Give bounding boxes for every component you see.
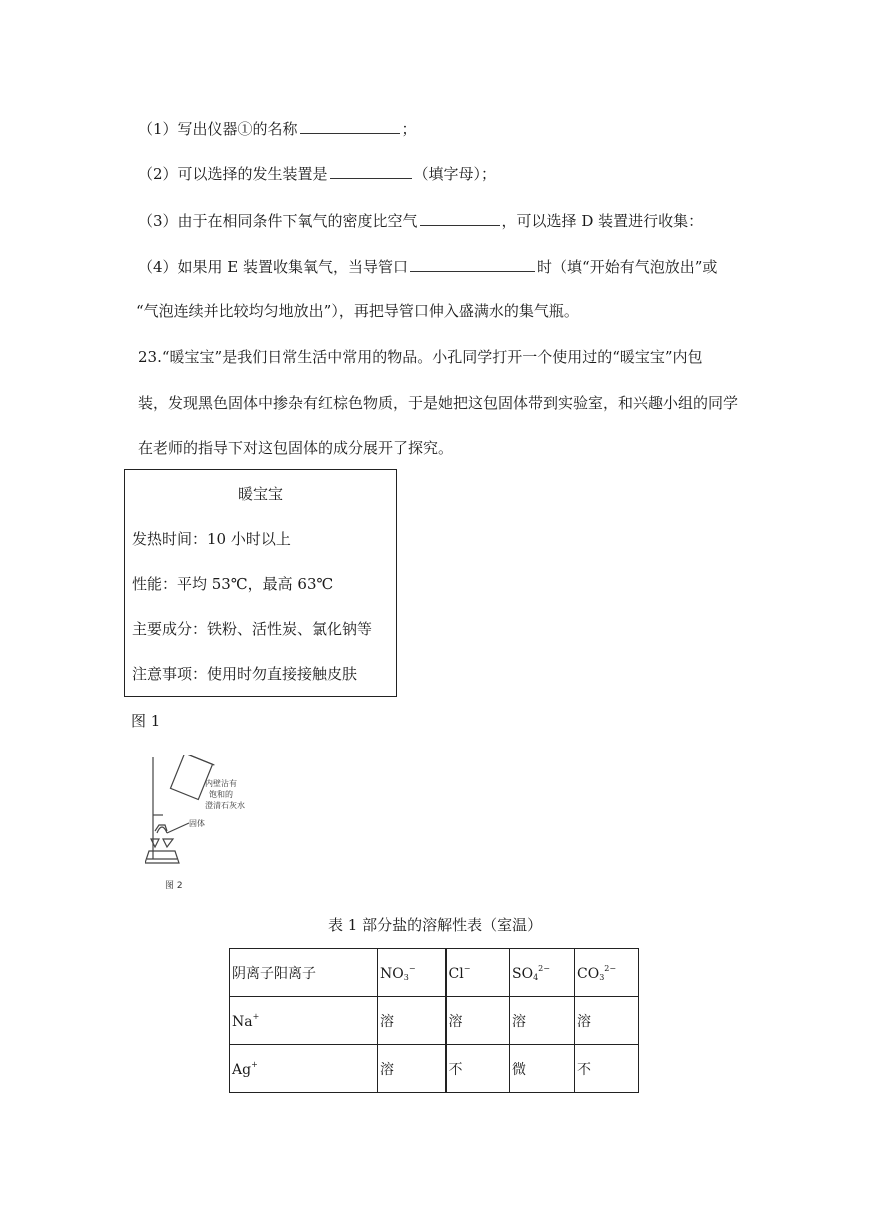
figure-2-caption: 图 2 [165,881,183,891]
question-1-text: （1）写出仪器①的名称 [138,120,298,138]
ingredients: 主要成分：铁粉、活性炭、氯化钠等 [132,620,373,638]
question-3-end: ，可以选择 D 装置进行收集： [501,212,704,230]
table-cell: 溶 [510,997,575,1045]
table-cell: 溶 [378,1045,446,1093]
table-cell: 不 [446,1045,510,1093]
question-2-text: （2）可以选择的发生装置是 [138,165,328,183]
answer-blank-3[interactable] [420,210,500,226]
table-row [230,1045,639,1093]
anion-no3-base: NO [380,965,404,982]
solubility-table [229,948,639,1093]
table-cell: 溶 [378,997,446,1045]
product-title: 暖宝宝 [237,485,283,503]
anion-cl-base: Cl [448,965,464,982]
table-cell: 微 [510,1045,575,1093]
question-3-text: （3）由于在相同条件下氧气的密度比空气 [138,212,418,230]
question-1-end: ； [401,120,417,138]
cation-ag-base: Ag [232,1061,252,1078]
question-4-end: 时（填“开始有气泡放出”或 [537,258,718,276]
corner-cell: 阴离子阳离子 [230,949,378,997]
anion-so4-sub: 4 [533,972,539,982]
problem-23-line-1: 23.“暖宝宝”是我们日常生活中常用的物品。小孔同学打开一个使用过的“暖宝宝”内包 [138,348,703,366]
question-4 [138,256,717,277]
cation-na-base: Na [232,1013,253,1030]
label-solid: 固体 [189,819,205,828]
anion-so4 [510,949,575,997]
alcohol-lamp [145,851,179,863]
answer-blank-2[interactable] [330,163,412,179]
anion-no3 [378,949,446,997]
label-wall-2: 饱和的 [209,790,233,799]
anion-co3-sup: 2− [604,963,617,973]
figure-1-caption: 图 1 [131,712,161,730]
cation-na-sup: + [252,1011,260,1021]
anion-cl [446,949,510,997]
cation-ag [230,1045,378,1093]
cation-ag-sup: + [251,1059,258,1069]
anion-co3 [575,949,639,997]
anion-no3-sub: 3 [403,972,409,982]
question-3 [138,210,703,231]
product-info-box [124,469,397,697]
figure-2-apparatus [145,755,265,895]
problem-23-line-2: 装，发现黑色固体中掺杂有红棕色物质，于是她把这包固体带到实验室，和兴趣小组的同学 [138,394,739,412]
anion-so4-base: SO [512,965,534,982]
performance: 性能：平均 53℃，最高 63℃ [132,575,334,593]
question-2-end: （填字母）； [413,165,497,183]
question-2 [138,163,496,184]
anion-no3-sup: − [408,963,416,973]
table-caption: 表 1 部分盐的溶解性表（室温） [328,916,543,934]
answer-blank-4[interactable] [410,256,535,272]
table-cell: 不 [575,1045,639,1093]
table-cell: 溶 [446,997,510,1045]
anion-co3-base: CO [577,965,600,982]
table-row [230,997,639,1045]
caution: 注意事项：使用时勿直接接触皮肤 [132,665,358,683]
anion-so4-sup: 2− [538,963,550,973]
label-wall-1: 内壁沾有 [205,779,237,788]
question-4-continued: “气泡连续并比较均匀地放出”），再把导管口伸入盛满水的集气瓶。 [136,302,579,320]
inverted-beaker [169,755,215,800]
anion-co3-sub: 3 [599,972,605,982]
question-1 [138,118,417,139]
problem-23-line-3: 在老师的指导下对这包固体的成分展开了探究。 [138,439,454,457]
answer-blank-1[interactable] [300,118,400,134]
heat-time: 发热时间：10 小时以上 [132,530,291,548]
question-4-text: （4）如果用 E 装置收集氧气，当导管口 [138,258,409,276]
table-header-row [230,949,639,997]
label-wall-3: 澄清石灰水 [205,801,245,810]
anion-cl-sup: − [463,963,471,973]
cation-na [230,997,378,1045]
table-cell: 溶 [575,997,639,1045]
